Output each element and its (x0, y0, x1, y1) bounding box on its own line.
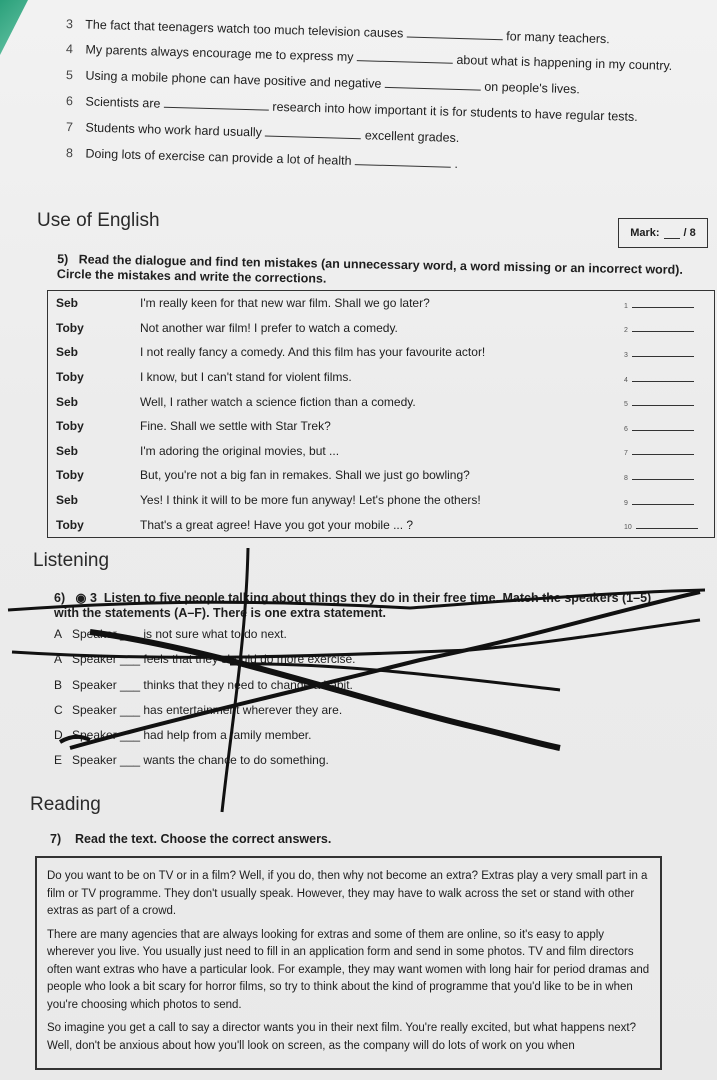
listening-option[interactable]: B Speaker ___ thinks that they need to change a habit. (54, 678, 353, 692)
dialogue-row (48, 414, 715, 439)
dialogue-line: That's a great agree! Have you got your mobile ... ? (140, 517, 414, 532)
reading-paragraph-3: So imagine you get a call to say a director wants you in their next film. You're really excited, but what happens next? Well, don't be anxious about how you'll look on screen, as the company will do lots of work on you when (47, 1022, 637, 1052)
correction-answer[interactable]: 9 (616, 488, 715, 513)
sentence-5: 5 Using a mobile phone can have positive and negative on people's lives. (65, 68, 581, 97)
speaker-name: Seb (56, 493, 79, 508)
dialogue-row (48, 512, 715, 537)
correction-answer[interactable]: 3 (616, 340, 715, 365)
correction-answer[interactable]: 6 (616, 414, 715, 439)
answer-blank[interactable] (385, 77, 481, 91)
dialogue-line: Fine. Shall we settle with Star Trek? (140, 419, 331, 434)
speaker-name: Toby (56, 468, 84, 483)
dialogue-row (48, 365, 715, 390)
answer-blank[interactable] (164, 97, 269, 111)
correction-answer[interactable]: 8 (616, 463, 715, 488)
listening-option[interactable]: A Speaker ___ feels that they should do more exercise. (54, 652, 356, 666)
listening-heading: Listening (33, 550, 110, 571)
dialogue-line: I'm really keen for that new war film. Shall we go later? (140, 296, 430, 311)
correction-answer[interactable]: 10 (616, 512, 715, 537)
dialogue-row (48, 389, 715, 414)
dialogue-row (48, 463, 715, 488)
sentence-7: 7 Students who work hard usually excellent grades. (65, 120, 460, 145)
dialogue-line: Yes! I think it will to be more fun anyway! Let's phone the others! (140, 493, 481, 508)
mark-blank[interactable] (664, 228, 680, 239)
answer-blank[interactable] (265, 126, 361, 140)
correction-answer[interactable]: 4 (616, 365, 715, 390)
mark-box: Mark: / 8 (618, 218, 708, 248)
speaker-name: Seb (56, 394, 79, 409)
sentence-3: 3 The fact that teenagers watch too much television causes for many teachers. (65, 17, 610, 47)
dialogue-line: But, you're not a big fan in remakes. Shall we just go bowling? (140, 468, 470, 483)
dialogue-line: Well, I rather watch a science fiction than a comedy. (140, 394, 416, 409)
speaker-name: Seb (56, 443, 79, 458)
dialogue-line: I'm adoring the original movies, but ... (140, 443, 340, 458)
dialogue-row (48, 488, 715, 513)
speaker-name: Toby (56, 517, 84, 532)
dialogue-table (47, 290, 715, 538)
task-5-instructions: 5) Read the dialogue and find ten mistakes (an unnecessary word, a word missing or an incorrect word). Circle the mistakes and write the corrections. (56, 252, 684, 286)
answer-blank[interactable] (357, 50, 453, 64)
listening-option[interactable]: A Speaker ___ is not sure what to do next. (54, 627, 287, 641)
listening-option[interactable]: C Speaker ___ has entertainment wherever they are. (54, 703, 343, 717)
correction-answer[interactable]: 1 (616, 291, 715, 316)
task-6-instructions: 6) ◉ 3 Listen to five people talking about things they do in their free time. Match the speakers (1–5) with the statements (A–F). There is one extra statement. (54, 591, 652, 620)
use-of-english-heading: Use of English (37, 210, 160, 231)
answer-blank[interactable] (407, 27, 503, 41)
dialogue-line: I know, but I can't stand for violent films. (140, 370, 352, 385)
listening-option[interactable]: E Speaker ___ wants the chance to do something. (54, 753, 329, 767)
dialogue-row (48, 340, 715, 365)
sentence-4: 4 My parents always encourage me to express my about what is happening in my country. (65, 42, 673, 73)
speaker-name: Toby (56, 320, 84, 335)
green-folder-corner (0, 0, 28, 55)
reading-paragraph-2: There are many agencies that are always looking for extras and some of them are online, so it's easy to apply wherever you live. You usually just need to fill in an application form and send in some photos. TV and film directors often want extras who have a particular look. For example, they may want women with long hair for period dramas and people who look a bit scary for horror films, so try to think about the kind of programme that you'd like to be in when you're choosing which photos to send. (47, 928, 650, 1011)
speaker-name: Seb (56, 345, 79, 360)
speaker-name: Toby (56, 370, 84, 385)
reading-text-box (35, 856, 662, 1070)
correction-answer[interactable]: 5 (616, 389, 715, 414)
correction-answer[interactable]: 7 (616, 439, 715, 464)
correction-answer[interactable]: 2 (616, 316, 715, 341)
speaker-name: Toby (56, 419, 84, 434)
task-7-instructions: 7) Read the text. Choose the correct answers. (50, 832, 332, 846)
listening-option[interactable]: D Speaker ___ had help from a family member. (54, 728, 312, 742)
sentence-6: 6 Scientists are research into how important it is for students to have regular tests. (65, 94, 638, 124)
reading-paragraph-1: Do you want to be on TV or in a film? Well, if you do, then why not become an extra? Extras play a very small part in a film or TV programme. They don't usually speak. However, they may have to walk across the set or stand with other extras as part of a crowd. (47, 870, 648, 917)
speaker-name: Seb (56, 296, 79, 311)
reading-heading: Reading (30, 794, 101, 815)
answer-blank[interactable] (355, 154, 451, 168)
audio-icon: ◉ (75, 591, 87, 605)
sentence-8: 8 Doing lots of exercise can provide a lot of health . (65, 146, 459, 171)
dialogue-row (48, 291, 715, 316)
dialogue-line: I not really fancy a comedy. And this film has your favourite actor! (140, 345, 486, 360)
dialogue-line: Not another war film! I prefer to watch a comedy. (140, 320, 398, 335)
dialogue-row (48, 439, 715, 464)
dialogue-row (48, 316, 715, 341)
